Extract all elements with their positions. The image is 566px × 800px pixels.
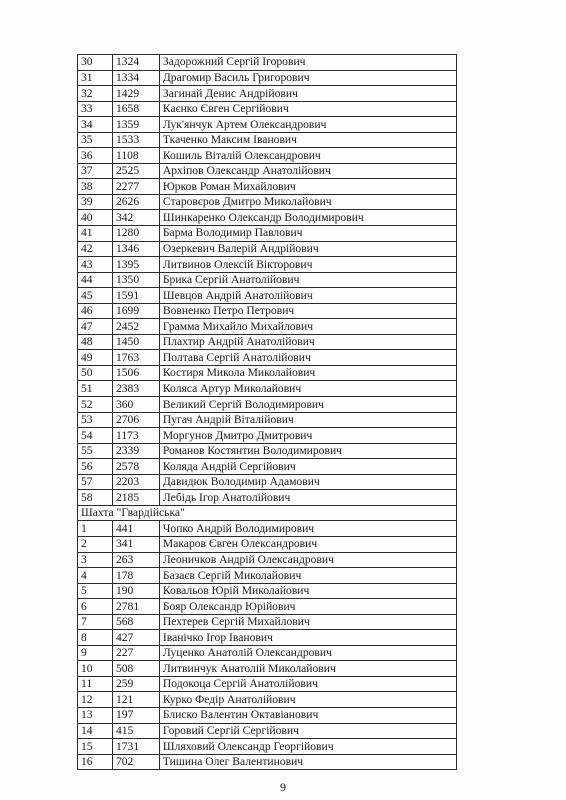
page-number: 9 [280,780,286,794]
row-number: 34 [78,117,113,133]
row-number: 30 [78,55,113,71]
row-number: 35 [78,132,113,148]
personnel-id: 2203 [112,474,159,490]
table-row [78,474,457,490]
table-row [78,630,457,646]
row-number: 39 [78,194,113,210]
personnel-id: 227 [112,645,159,661]
table-row [78,707,457,723]
table-row [78,334,457,350]
personnel-id: 1108 [112,148,159,164]
full-name: Старовєров Дмитро Миколайович [159,194,456,210]
personnel-id: 568 [112,614,159,630]
row-number: 51 [78,381,113,397]
full-name: Пугач Андрій Віталійович [159,412,456,428]
personnel-id: 1658 [112,101,159,117]
personnel-id: 2383 [112,381,159,397]
row-number: 49 [78,350,113,366]
row-number: 32 [78,86,113,102]
table-row [78,55,457,71]
full-name: Вовненко Петро Петрович [159,303,456,319]
personnel-id: 2781 [112,599,159,615]
full-name: Коляса Артур Миколайович [159,381,456,397]
full-name: Лебідь Ігор Анатолійович [159,490,456,506]
row-number: 47 [78,319,113,335]
table-row [78,86,457,102]
row-number: 42 [78,241,113,257]
personnel-id: 1450 [112,334,159,350]
table-row [78,599,457,615]
personnel-id: 1350 [112,272,159,288]
row-number: 4 [78,568,113,584]
full-name: Озеркевич Валерій Андрійович [159,241,456,257]
full-name: Романов Костянтин Володимирович [159,443,456,459]
full-name: Тишина Олег Валентинович [159,754,456,770]
row-number: 57 [78,474,113,490]
table-row [78,583,457,599]
personnel-id: 342 [112,210,159,226]
full-name: Плахтир Андрій Анатолійович [159,334,456,350]
personnel-id: 2452 [112,319,159,335]
row-number: 15 [78,739,113,755]
table-row [78,381,457,397]
personnel-id: 2706 [112,412,159,428]
table-row [78,443,457,459]
table-row [78,272,457,288]
full-name: Лук'янчук Артем Олександрович [159,117,456,133]
table-row [78,241,457,257]
row-number: 5 [78,583,113,599]
personnel-id: 415 [112,723,159,739]
full-name: Макаров Євген Олександрович [159,536,456,552]
full-name: Коляда Андрій Сергійович [159,459,456,475]
row-number: 53 [78,412,113,428]
row-number: 44 [78,272,113,288]
row-number: 54 [78,428,113,444]
table-row [78,148,457,164]
full-name: Литвинов Олексій Вікторович [159,257,456,273]
personnel-id: 508 [112,661,159,677]
personnel-id: 2578 [112,459,159,475]
table-row [78,459,457,475]
full-name: Базаєв Сергій Миколайович [159,568,456,584]
row-number: 1 [78,521,113,537]
table-row [78,70,457,86]
personnel-id: 259 [112,676,159,692]
table-row [78,692,457,708]
full-name: Ковальов Юрій Миколайович [159,583,456,599]
personnel-id: 1324 [112,55,159,71]
row-number: 37 [78,163,113,179]
table-row [78,210,457,226]
row-number: 10 [78,661,113,677]
table-row [78,163,457,179]
full-name: Юрков Роман Михайлович [159,179,456,195]
personnel-id: 190 [112,583,159,599]
section-header-row [78,505,457,521]
full-name: Подокоца Сергій Анатолійович [159,676,456,692]
row-number: 40 [78,210,113,226]
full-name: Ткаченко Максим Іванович [159,132,456,148]
table-row [78,676,457,692]
full-name: Бояр Олександр Юрійович [159,599,456,615]
row-number: 48 [78,334,113,350]
table-row [78,754,457,770]
table-row [78,257,457,273]
table-row [78,428,457,444]
table-row [78,521,457,537]
personnel-table [77,54,457,770]
personnel-id: 263 [112,552,159,568]
full-name: Блиско Валентин Октавіанович [159,707,456,723]
personnel-id: 1280 [112,226,159,242]
table-row [78,552,457,568]
row-number: 7 [78,614,113,630]
full-name: Шинкаренко Олександр Володимирович [159,210,456,226]
full-name: Горовий Сергій Сергійович [159,723,456,739]
table-row [78,365,457,381]
table-row [78,490,457,506]
full-name: Полтава Сергій Анатолійович [159,350,456,366]
table-row [78,645,457,661]
personnel-id: 1429 [112,86,159,102]
personnel-id: 1334 [112,70,159,86]
table-row [78,614,457,630]
row-number: 12 [78,692,113,708]
table-row [78,132,457,148]
table-row [78,194,457,210]
table-row [78,536,457,552]
personnel-id: 1395 [112,257,159,273]
full-name: Брика Сергій Анатолійович [159,272,456,288]
personnel-id: 1506 [112,365,159,381]
row-number: 36 [78,148,113,164]
row-number: 2 [78,536,113,552]
full-name: Кошиль Віталій Олександрович [159,148,456,164]
table-row [78,723,457,739]
personnel-id: 1763 [112,350,159,366]
row-number: 14 [78,723,113,739]
personnel-id: 1359 [112,117,159,133]
full-name: Загинай Денис Андрійович [159,86,456,102]
personnel-id: 2185 [112,490,159,506]
row-number: 50 [78,365,113,381]
row-number: 46 [78,303,113,319]
row-number: 16 [78,754,113,770]
full-name: Пехтерев Сергій Михайлович [159,614,456,630]
personnel-id: 1533 [112,132,159,148]
full-name: Драгомир Василь Григорович [159,70,456,86]
table-row [78,303,457,319]
table-row [78,226,457,242]
full-name: Великий Сергій Володимирович [159,397,456,413]
table-row [78,319,457,335]
row-number: 8 [78,630,113,646]
personnel-id: 441 [112,521,159,537]
full-name: Каєнко Євген Сергійович [159,101,456,117]
table-row [78,661,457,677]
full-name: Барма Володимир Павлович [159,226,456,242]
table-row [78,117,457,133]
full-name: Чопко Андрій Володимирович [159,521,456,537]
row-number: 11 [78,676,113,692]
personnel-table-body [78,55,457,770]
personnel-id: 1731 [112,739,159,755]
row-number: 3 [78,552,113,568]
personnel-id: 1346 [112,241,159,257]
personnel-id: 1699 [112,303,159,319]
row-number: 55 [78,443,113,459]
table-row [78,739,457,755]
full-name: Костиря Микола Миколайович [159,365,456,381]
full-name: Шляховий Олександр Георгійович [159,739,456,755]
personnel-id: 121 [112,692,159,708]
full-name: Архіпов Олександр Анатолійович [159,163,456,179]
row-number: 56 [78,459,113,475]
section-title: Шахта "Гвардійська" [78,505,457,521]
row-number: 58 [78,490,113,506]
table-row [78,568,457,584]
table-row [78,288,457,304]
row-number: 45 [78,288,113,304]
personnel-id: 360 [112,397,159,413]
row-number: 41 [78,226,113,242]
personnel-id: 2339 [112,443,159,459]
personnel-id: 702 [112,754,159,770]
personnel-id: 197 [112,707,159,723]
full-name: Леоничков Андрій Олександрович [159,552,456,568]
row-number: 43 [78,257,113,273]
personnel-id: 2277 [112,179,159,195]
personnel-id: 1173 [112,428,159,444]
row-number: 52 [78,397,113,413]
personnel-id: 2525 [112,163,159,179]
personnel-id: 178 [112,568,159,584]
full-name: Луценко Анатолій Олександрович [159,645,456,661]
table-row [78,101,457,117]
personnel-id: 427 [112,630,159,646]
table-row [78,397,457,413]
full-name: Моргунов Дмитро Дмитрович [159,428,456,444]
row-number: 6 [78,599,113,615]
full-name: Задорожний Сергій Ігорович [159,55,456,71]
row-number: 13 [78,707,113,723]
full-name: Грамма Михайло Михайлович [159,319,456,335]
full-name: Курко Федір Анатолійович [159,692,456,708]
row-number: 33 [78,101,113,117]
personnel-id: 1591 [112,288,159,304]
row-number: 9 [78,645,113,661]
personnel-id: 2626 [112,194,159,210]
table-row [78,179,457,195]
full-name: Литвинчук Анатолій Миколайович [159,661,456,677]
row-number: 38 [78,179,113,195]
row-number: 31 [78,70,113,86]
full-name: Шевцов Андрій Анатолійович [159,288,456,304]
personnel-id: 341 [112,536,159,552]
table-row [78,350,457,366]
full-name: Давидюк Володимир Адамович [159,474,456,490]
table-row [78,412,457,428]
full-name: Іванічко Ігор Іванович [159,630,456,646]
